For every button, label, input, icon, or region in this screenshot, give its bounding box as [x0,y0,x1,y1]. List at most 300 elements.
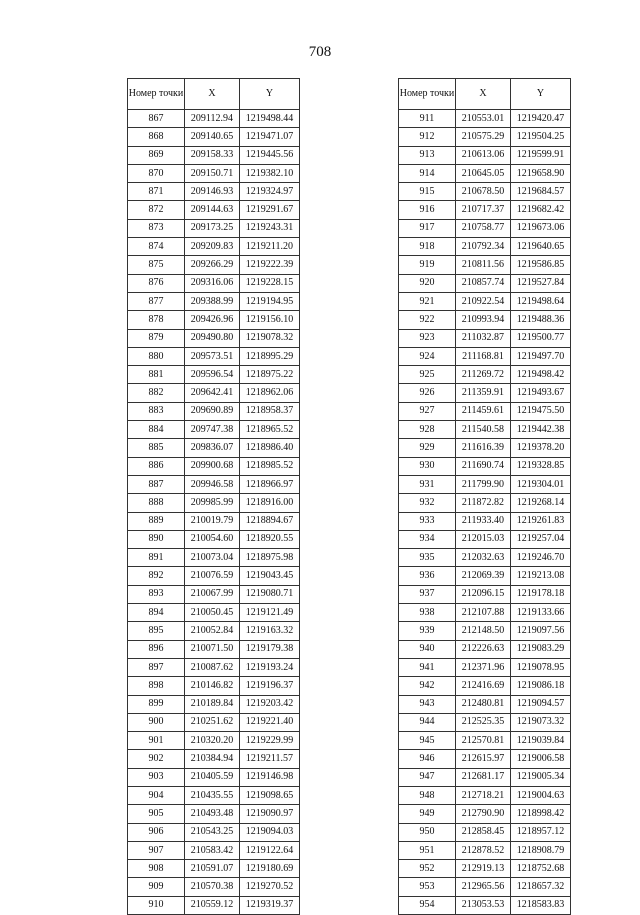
cell-x: 210678.50 [456,183,511,201]
cell-x: 212919.13 [456,860,511,878]
cell-x: 210054.60 [185,530,240,548]
cell-x: 211540.58 [456,421,511,439]
cell-y: 1219500.77 [511,329,571,347]
cell-y: 1218752.68 [511,860,571,878]
cell-point-number: 874 [128,238,185,256]
cell-point-number: 901 [128,732,185,750]
cell-x: 212032.63 [456,549,511,567]
cell-y: 1219382.10 [240,164,300,182]
cell-y: 1219146.98 [240,768,300,786]
cell-y: 1219163.32 [240,622,300,640]
table-row [399,311,571,329]
cell-y: 1219179.38 [240,640,300,658]
cell-point-number: 893 [128,585,185,603]
table-row [399,457,571,475]
cell-point-number: 920 [399,274,456,292]
cell-y: 1219083.29 [511,640,571,658]
table-row [128,366,300,384]
table-row [399,256,571,274]
table-row [399,805,571,823]
cell-x: 210146.82 [185,677,240,695]
cell-y: 1219006.58 [511,750,571,768]
cell-x: 210758.77 [456,219,511,237]
table-row [399,732,571,750]
cell-x: 212148.50 [456,622,511,640]
cell-point-number: 908 [128,860,185,878]
cell-y: 1219211.20 [240,238,300,256]
cell-point-number: 915 [399,183,456,201]
table-row [128,110,300,128]
cell-point-number: 902 [128,750,185,768]
cell-point-number: 886 [128,457,185,475]
cell-y: 1218975.98 [240,549,300,567]
cell-x: 210811.56 [456,256,511,274]
cell-point-number: 925 [399,366,456,384]
cell-point-number: 899 [128,695,185,713]
table-row [128,695,300,713]
table-row [399,128,571,146]
cell-x: 212878.52 [456,841,511,859]
cell-point-number: 887 [128,475,185,493]
cell-x: 212226.63 [456,640,511,658]
cell-x: 210071.50 [185,640,240,658]
cell-y: 1219246.70 [511,549,571,567]
table-row [399,475,571,493]
cell-point-number: 928 [399,421,456,439]
header-y: Y [511,79,571,110]
cell-point-number: 930 [399,457,456,475]
table-row [399,860,571,878]
cell-y: 1218920.55 [240,530,300,548]
cell-point-number: 921 [399,292,456,310]
cell-point-number: 939 [399,622,456,640]
cell-y: 1219599.91 [511,146,571,164]
table-row [399,677,571,695]
table-row [399,640,571,658]
cell-y: 1219094.57 [511,695,571,713]
cell-point-number: 867 [128,110,185,128]
cell-x: 209573.51 [185,347,240,365]
cell-y: 1219445.56 [240,146,300,164]
cell-y: 1219228.15 [240,274,300,292]
cell-y: 1219475.50 [511,402,571,420]
cell-point-number: 868 [128,128,185,146]
cell-point-number: 889 [128,512,185,530]
cell-x: 209490.80 [185,329,240,347]
cell-y: 1219097.56 [511,622,571,640]
cell-y: 1218916.00 [240,494,300,512]
cell-x: 210591.07 [185,860,240,878]
cell-y: 1219073.32 [511,713,571,731]
table-row [128,494,300,512]
cell-point-number: 923 [399,329,456,347]
table-row [128,329,300,347]
cell-point-number: 896 [128,640,185,658]
cell-y: 1218894.67 [240,512,300,530]
cell-y: 1219270.52 [240,878,300,896]
cell-y: 1219211.57 [240,750,300,768]
cell-x: 212525.35 [456,713,511,731]
cell-y: 1219498.64 [511,292,571,310]
cell-x: 210076.59 [185,567,240,585]
cell-y: 1219243.31 [240,219,300,237]
cell-point-number: 919 [399,256,456,274]
coordinates-table-right [398,78,571,915]
cell-y: 1218657.32 [511,878,571,896]
page-number: 708 [308,44,332,60]
cell-y: 1219304.01 [511,475,571,493]
table-row [128,805,300,823]
cell-point-number: 895 [128,622,185,640]
cell-y: 1219497.70 [511,347,571,365]
cell-x: 209596.54 [185,366,240,384]
cell-point-number: 931 [399,475,456,493]
cell-point-number: 937 [399,585,456,603]
cell-point-number: 918 [399,238,456,256]
cell-y: 1219078.32 [240,329,300,347]
cell-point-number: 884 [128,421,185,439]
cell-point-number: 946 [399,750,456,768]
cell-x: 212615.97 [456,750,511,768]
cell-x: 211359.91 [456,384,511,402]
cell-point-number: 869 [128,146,185,164]
cell-y: 1219504.25 [511,128,571,146]
cell-y: 1218995.29 [240,347,300,365]
cell-point-number: 936 [399,567,456,585]
cell-y: 1219420.47 [511,110,571,128]
header-x: X [185,79,240,110]
cell-point-number: 924 [399,347,456,365]
cell-point-number: 949 [399,805,456,823]
cell-y: 1219498.44 [240,110,300,128]
cell-x: 211616.39 [456,439,511,457]
table-row [128,238,300,256]
cell-x: 209946.58 [185,475,240,493]
cell-point-number: 876 [128,274,185,292]
cell-y: 1219673.06 [511,219,571,237]
cell-x: 210435.55 [185,786,240,804]
table-row [128,750,300,768]
cell-x: 211459.61 [456,402,511,420]
table-row [128,640,300,658]
cell-y: 1219090.97 [240,805,300,823]
cell-point-number: 947 [399,768,456,786]
cell-x: 210320.20 [185,732,240,750]
cell-point-number: 875 [128,256,185,274]
cell-x: 209266.29 [185,256,240,274]
table-row [128,549,300,567]
cell-point-number: 909 [128,878,185,896]
cell-point-number: 905 [128,805,185,823]
table-row [399,786,571,804]
cell-point-number: 892 [128,567,185,585]
cell-x: 210543.25 [185,823,240,841]
cell-y: 1219498.42 [511,366,571,384]
cell-x: 209747.38 [185,421,240,439]
cell-x: 211799.90 [456,475,511,493]
cell-x: 212480.81 [456,695,511,713]
table-row [399,604,571,622]
cell-x: 212570.81 [456,732,511,750]
cell-y: 1219684.57 [511,183,571,201]
cell-point-number: 897 [128,658,185,676]
cell-x: 209388.99 [185,292,240,310]
table-row [399,439,571,457]
cell-point-number: 879 [128,329,185,347]
cell-x: 210087.62 [185,658,240,676]
cell-x: 212096.15 [456,585,511,603]
cell-y: 1219086.18 [511,677,571,695]
cell-point-number: 943 [399,695,456,713]
header-x: X [456,79,511,110]
table-row [399,494,571,512]
cell-y: 1219078.95 [511,658,571,676]
table-row [399,713,571,731]
table-row [399,366,571,384]
cell-y: 1219043.45 [240,567,300,585]
cell-x: 210384.94 [185,750,240,768]
table-row [128,677,300,695]
table-row [128,292,300,310]
table-row [399,219,571,237]
cell-x: 210857.74 [456,274,511,292]
cell-y: 1219261.83 [511,512,571,530]
table-row [399,292,571,310]
cell-x: 209642.41 [185,384,240,402]
cell-y: 1219658.90 [511,164,571,182]
cell-x: 213053.53 [456,896,511,914]
cell-x: 210067.99 [185,585,240,603]
cell-point-number: 926 [399,384,456,402]
cell-point-number: 954 [399,896,456,914]
cell-point-number: 882 [128,384,185,402]
cell-x: 211032.87 [456,329,511,347]
table-row [399,896,571,914]
table-row [399,549,571,567]
table-row [399,384,571,402]
table-row [399,110,571,128]
cell-x: 212371.96 [456,658,511,676]
cell-point-number: 950 [399,823,456,841]
cell-x: 211269.72 [456,366,511,384]
table-row [128,604,300,622]
table-row [399,512,571,530]
cell-x: 211168.81 [456,347,511,365]
cell-y: 1218962.06 [240,384,300,402]
cell-y: 1219005.34 [511,768,571,786]
cell-y: 1219122.64 [240,841,300,859]
cell-y: 1219682.42 [511,201,571,219]
cell-point-number: 927 [399,402,456,420]
table-row [128,347,300,365]
cell-point-number: 894 [128,604,185,622]
cell-x: 210073.04 [185,549,240,567]
cell-point-number: 917 [399,219,456,237]
table-row [128,311,300,329]
table-row [128,530,300,548]
cell-y: 1218958.37 [240,402,300,420]
cell-y: 1219471.07 [240,128,300,146]
cell-point-number: 929 [399,439,456,457]
cell-point-number: 873 [128,219,185,237]
cell-point-number: 938 [399,604,456,622]
cell-x: 212858.45 [456,823,511,841]
cell-point-number: 881 [128,366,185,384]
table-row [128,457,300,475]
header-point-number: Номер точки [128,79,185,110]
cell-point-number: 903 [128,768,185,786]
cell-x: 210570.38 [185,878,240,896]
cell-y: 1219203.42 [240,695,300,713]
cell-x: 210559.12 [185,896,240,914]
table-row [128,823,300,841]
cell-x: 211690.74 [456,457,511,475]
cell-x: 212107.88 [456,604,511,622]
cell-x: 210993.94 [456,311,511,329]
cell-y: 1219640.65 [511,238,571,256]
cell-point-number: 877 [128,292,185,310]
cell-point-number: 900 [128,713,185,731]
table-row [399,164,571,182]
table-row [128,841,300,859]
table-row [399,402,571,420]
cell-y: 1219004.63 [511,786,571,804]
cell-point-number: 880 [128,347,185,365]
cell-x: 209209.83 [185,238,240,256]
cell-x: 209144.63 [185,201,240,219]
cell-y: 1219098.65 [240,786,300,804]
cell-x: 212069.39 [456,567,511,585]
table-header-row [399,79,571,110]
cell-point-number: 941 [399,658,456,676]
table-row [128,475,300,493]
cell-point-number: 906 [128,823,185,841]
table-row [399,878,571,896]
cell-y: 1219493.67 [511,384,571,402]
cell-point-number: 922 [399,311,456,329]
cell-y: 1219291.67 [240,201,300,219]
table-row [399,841,571,859]
table-row [399,622,571,640]
cell-point-number: 888 [128,494,185,512]
cell-y: 1219378.20 [511,439,571,457]
cell-y: 1219156.10 [240,311,300,329]
table-row [399,658,571,676]
cell-point-number: 952 [399,860,456,878]
table-row [399,823,571,841]
cell-x: 210405.59 [185,768,240,786]
cell-x: 212790.90 [456,805,511,823]
cell-y: 1219180.69 [240,860,300,878]
cell-x: 209900.68 [185,457,240,475]
table-row [128,421,300,439]
table-row [128,164,300,182]
cell-x: 210251.62 [185,713,240,731]
cell-point-number: 945 [399,732,456,750]
header-point-number: Номер точки [399,79,456,110]
cell-x: 210645.05 [456,164,511,182]
table-row [128,896,300,914]
cell-x: 211872.82 [456,494,511,512]
table-row [128,274,300,292]
cell-x: 209140.65 [185,128,240,146]
cell-y: 1219213.08 [511,567,571,585]
cell-x: 209690.89 [185,402,240,420]
cell-point-number: 904 [128,786,185,804]
cell-point-number: 916 [399,201,456,219]
cell-x: 209150.71 [185,164,240,182]
cell-point-number: 910 [128,896,185,914]
cell-y: 1219328.85 [511,457,571,475]
table-row [128,384,300,402]
table-row [128,512,300,530]
cell-y: 1219133.66 [511,604,571,622]
cell-y: 1219178.18 [511,585,571,603]
cell-y: 1219527.84 [511,274,571,292]
table-row [128,658,300,676]
cell-x: 212718.21 [456,786,511,804]
table-row [128,128,300,146]
table-row [128,567,300,585]
cell-x: 210052.84 [185,622,240,640]
cell-y: 1219488.36 [511,311,571,329]
cell-point-number: 878 [128,311,185,329]
cell-point-number: 934 [399,530,456,548]
table-row [128,219,300,237]
cell-x: 209316.06 [185,274,240,292]
cell-y: 1219196.37 [240,677,300,695]
cell-x: 210575.29 [456,128,511,146]
cell-x: 210792.34 [456,238,511,256]
cell-y: 1219442.38 [511,421,571,439]
cell-y: 1218975.22 [240,366,300,384]
cell-y: 1219121.49 [240,604,300,622]
cell-y: 1219039.84 [511,732,571,750]
cell-y: 1219229.99 [240,732,300,750]
cell-x: 210922.54 [456,292,511,310]
table-row [399,201,571,219]
cell-y: 1219194.95 [240,292,300,310]
cell-y: 1219324.97 [240,183,300,201]
table-row [399,530,571,548]
table-header-row [128,79,300,110]
table-row [128,860,300,878]
cell-x: 209836.07 [185,439,240,457]
cell-x: 209426.96 [185,311,240,329]
table-row [399,238,571,256]
cell-y: 1219094.03 [240,823,300,841]
table-row [128,146,300,164]
cell-point-number: 913 [399,146,456,164]
cell-y: 1219080.71 [240,585,300,603]
cell-point-number: 932 [399,494,456,512]
table-row [399,329,571,347]
cell-point-number: 935 [399,549,456,567]
cell-point-number: 940 [399,640,456,658]
cell-x: 210493.48 [185,805,240,823]
cell-y: 1218965.52 [240,421,300,439]
cell-y: 1219221.40 [240,713,300,731]
table-row [399,146,571,164]
cell-point-number: 872 [128,201,185,219]
cell-y: 1219586.85 [511,256,571,274]
cell-point-number: 953 [399,878,456,896]
cell-point-number: 944 [399,713,456,731]
cell-y: 1218986.40 [240,439,300,457]
cell-point-number: 883 [128,402,185,420]
cell-point-number: 933 [399,512,456,530]
coordinates-table-left [127,78,300,915]
